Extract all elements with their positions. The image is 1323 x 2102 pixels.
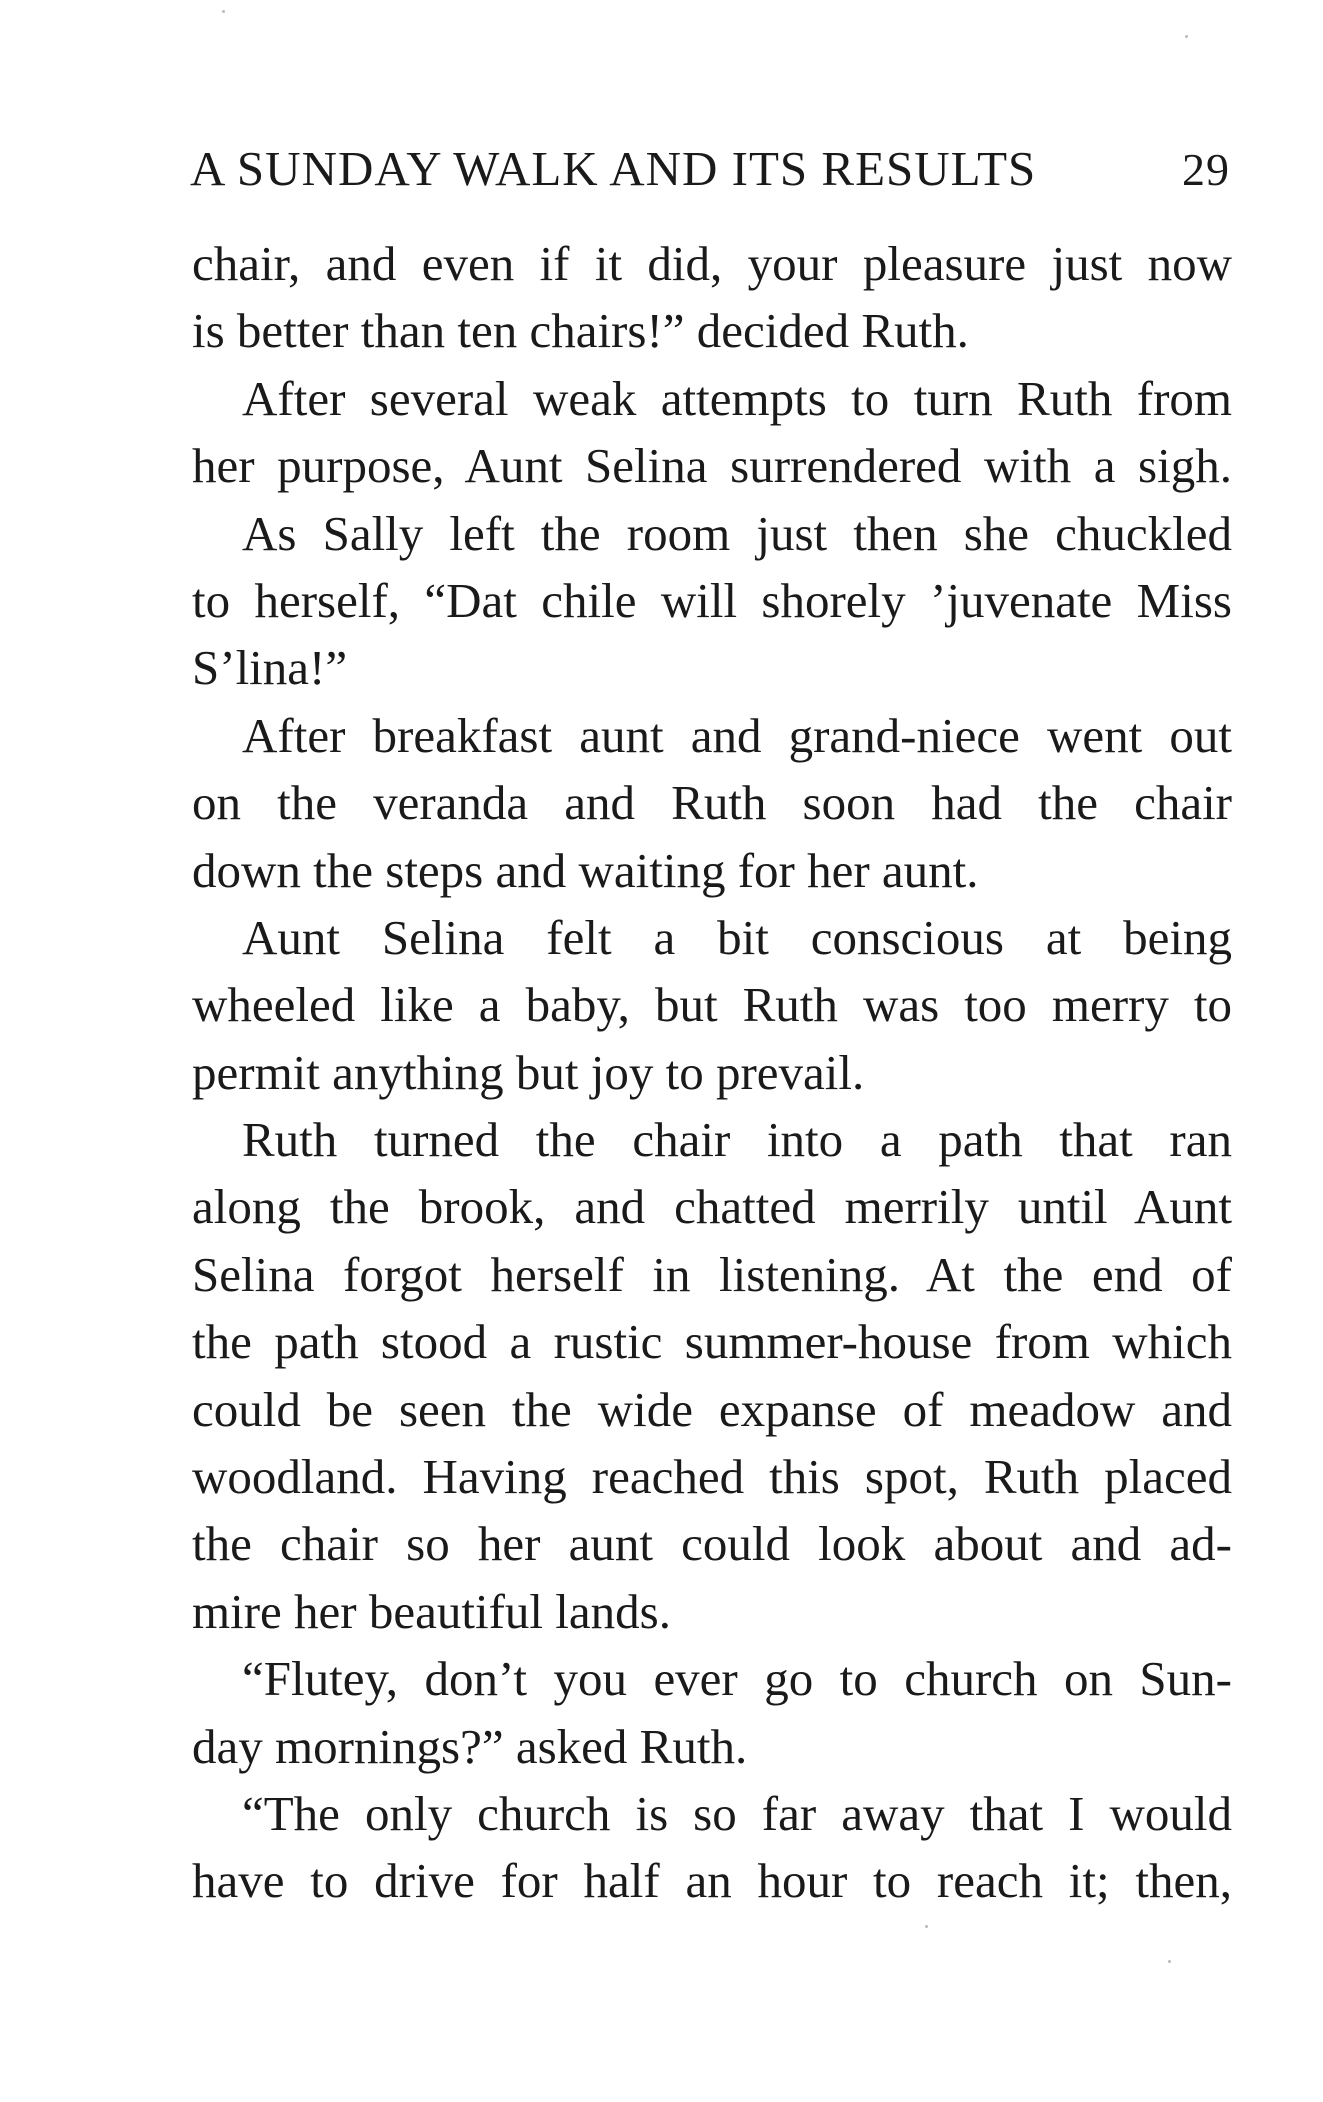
text-line: the chair so her aunt could look about and ad-: [192, 1516, 1232, 1572]
text-line: to herself, “Dat chile will shorely ’juvenate Miss: [192, 572, 1232, 628]
text-line: could be seen the wide expanse of meadow and: [192, 1381, 1232, 1437]
text-line: As Sally left the room just then she chuckled: [242, 505, 1232, 561]
text-line: along the brook, and chatted merrily until Aunt: [192, 1179, 1232, 1235]
text-line: her purpose, Aunt Selina surrendered with a sigh.: [192, 438, 1232, 494]
running-header: [190, 140, 1230, 210]
text-line: After breakfast aunt and grand-niece went out: [242, 707, 1232, 763]
text-line: wheeled like a baby, but Ruth was too merry to: [192, 977, 1232, 1033]
text-line: After several weak attempts to turn Ruth from: [242, 370, 1232, 426]
page-number: 29: [1182, 144, 1230, 195]
text-line: permit anything but joy to prevail.: [192, 1044, 865, 1100]
text-line: the path stood a rustic summer-house from which: [192, 1314, 1232, 1370]
text-line: Aunt Selina felt a bit conscious at being: [242, 909, 1232, 965]
text-line: mire her beautiful lands.: [192, 1583, 671, 1639]
text-line: day mornings?” asked Ruth.: [192, 1718, 748, 1774]
text-line: S’lina!”: [192, 640, 348, 696]
text-line: “The only church is so far away that I would: [242, 1785, 1232, 1841]
text-line: have to drive for half an hour to reach it; then,: [192, 1853, 1232, 1909]
text-line: Selina forgot herself in listening. At the end of: [192, 1246, 1232, 1302]
paper-speck: [1168, 1960, 1171, 1963]
paper-speck: [1185, 35, 1188, 38]
paper-speck: [925, 1925, 928, 1928]
text-line: down the steps and waiting for her aunt.: [192, 842, 979, 898]
body-text: [192, 230, 1232, 1915]
text-line: Ruth turned the chair into a path that ran: [242, 1112, 1232, 1168]
chapter-title: A SUNDAY WALK AND ITS RESULTS: [190, 141, 1037, 196]
text-line: is better than ten chairs!” decided Ruth.: [192, 303, 969, 359]
text-line: on the veranda and Ruth soon had the chair: [192, 775, 1232, 831]
paper-speck: [222, 10, 225, 13]
text-line: woodland. Having reached this spot, Ruth placed: [192, 1449, 1232, 1505]
text-line: “Flutey, don’t you ever go to church on Sun-: [242, 1651, 1232, 1707]
text-line: chair, and even if it did, your pleasure just now: [192, 236, 1232, 291]
